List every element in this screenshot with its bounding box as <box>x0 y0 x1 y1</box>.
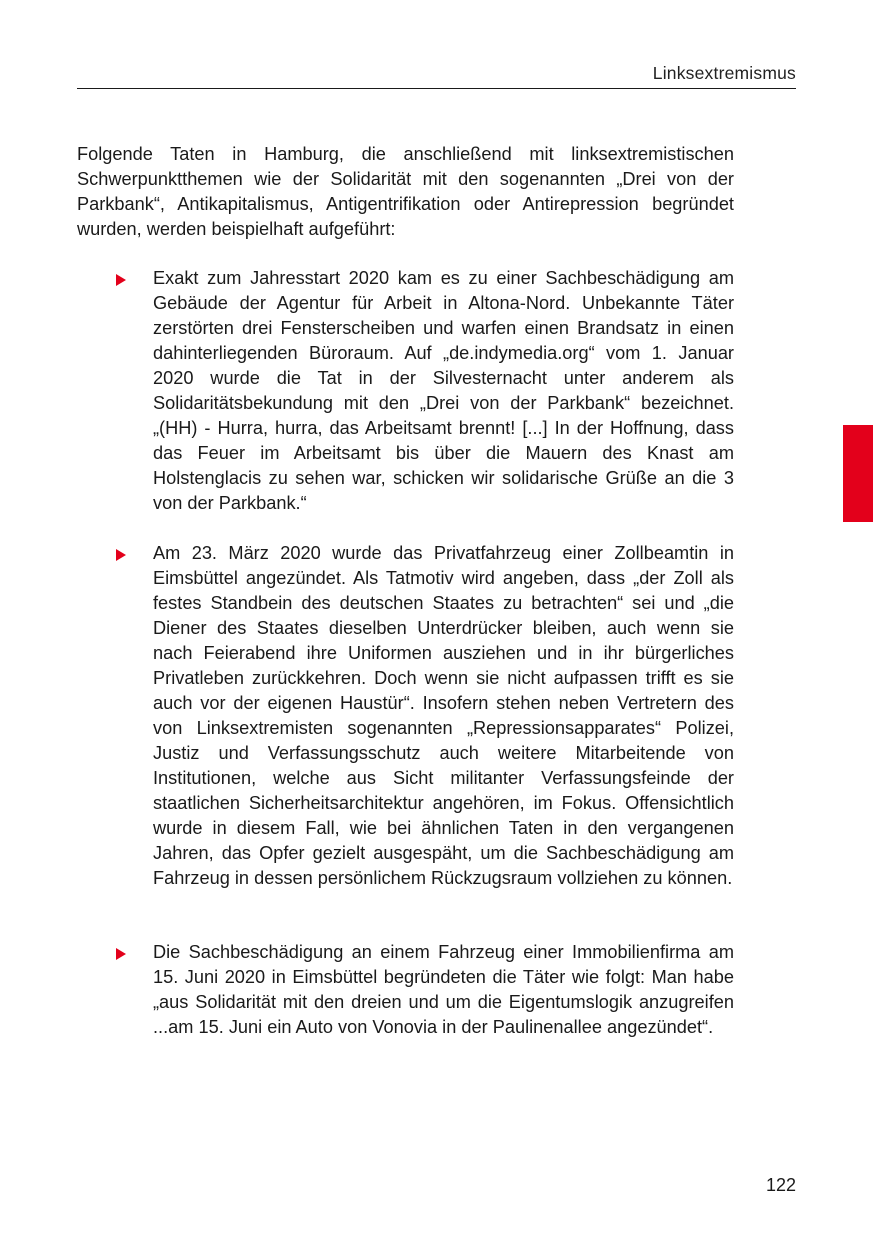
page-number: 122 <box>765 1175 796 1195</box>
chapter-tab-marker <box>843 425 873 522</box>
bullet-text: Exakt zum Jahresstart 2020 kam es zu einer Sachbeschädigung am Gebäude der Agentur für Arbeit in Altona-Nord. Unbekannte Täter zerstörten drei Fensterscheiben und warfen einen Brandsatz in einen dahinterliegenden Büroraum. Auf „de.indymedia.org“ vom 1. Januar 2020 wurde die Tat in der Silvesternacht unter anderem als Solidaritätsbekundung mit den „Drei von der Parkbank“ bezeichnet. „(HH) - Hurra, hurra, das Arbeitsamt brennt! [...] In der Hoffnung, dass das Feuer im Arbeitsamt bis über die Mauern des Knast am Holstenglacis zu sehen war, schicken wir solidarische Grüße an die 3 von der Parkbank.“ <box>153 268 734 513</box>
bullet-item <box>116 541 734 891</box>
triangle-bullet-icon <box>116 549 126 561</box>
bullet-text: Die Sachbeschädigung an einem Fahrzeug einer Immobilienfirma am 15. Juni 2020 in Eimsbüttel begründeten die Täter wie folgt: Man habe „aus Solidarität mit den dreien und um die Eigentumslogik anzugreifen ...am 15. Juni ein Auto von Vonovia in der Paulinenallee angezündet“. <box>153 942 734 1037</box>
bullet-text: Am 23. März 2020 wurde das Privatfahrzeug einer Zollbeamtin in Eimsbüttel angezündet. Als Tatmotiv wird angeben, dass „der Zoll als festes Standbein des deutschen Staates zu betrachten“ sei und „die Diener des Staates dieselben Unterdrücker bleiben, auch wenn sie nach Feierabend ihre Uniformen ausziehen und in ihr bürgerliches Privatleben zurückkehren. Doch wenn sie nicht aufpassen trifft es sie auch vor der eigenen Haustür“. Insofern stehen neben Vertretern des von Linksextremisten sogenannten „Repressionsapparates“ Polizei, Justiz und Verfassungsschutz auch weitere Mitarbeitende von Institutionen, welche aus Sicht militanter Verfassungsfeinde der staatlichen Sicherheitsarchitektur angehören, im Fokus. Offensichtlich wurde in diesem Fall, wie bei ähnlichen Taten in den vergangenen Jahren, das Opfer gezielt ausgespäht, um die Sachbeschädigung am Fahrzeug in dessen persönlichem Rückzugsraum vollziehen zu können. <box>153 543 734 888</box>
running-header: Linksextremismus <box>652 63 796 83</box>
triangle-bullet-icon <box>116 274 126 286</box>
intro-paragraph: Folgende Taten in Hamburg, die anschließend mit linksextremistischen Schwerpunktthemen wie der Solidarität mit den sogenannten „Drei von der Parkbank“, Antikapitalismus, Antigentrifikation oder Antirepression begründet wurden, werden beispielhaft aufgeführt: <box>77 144 734 239</box>
triangle-bullet-icon <box>116 948 126 960</box>
header-rule <box>77 88 796 89</box>
bullet-item <box>116 266 734 516</box>
bullet-item <box>116 940 734 1040</box>
